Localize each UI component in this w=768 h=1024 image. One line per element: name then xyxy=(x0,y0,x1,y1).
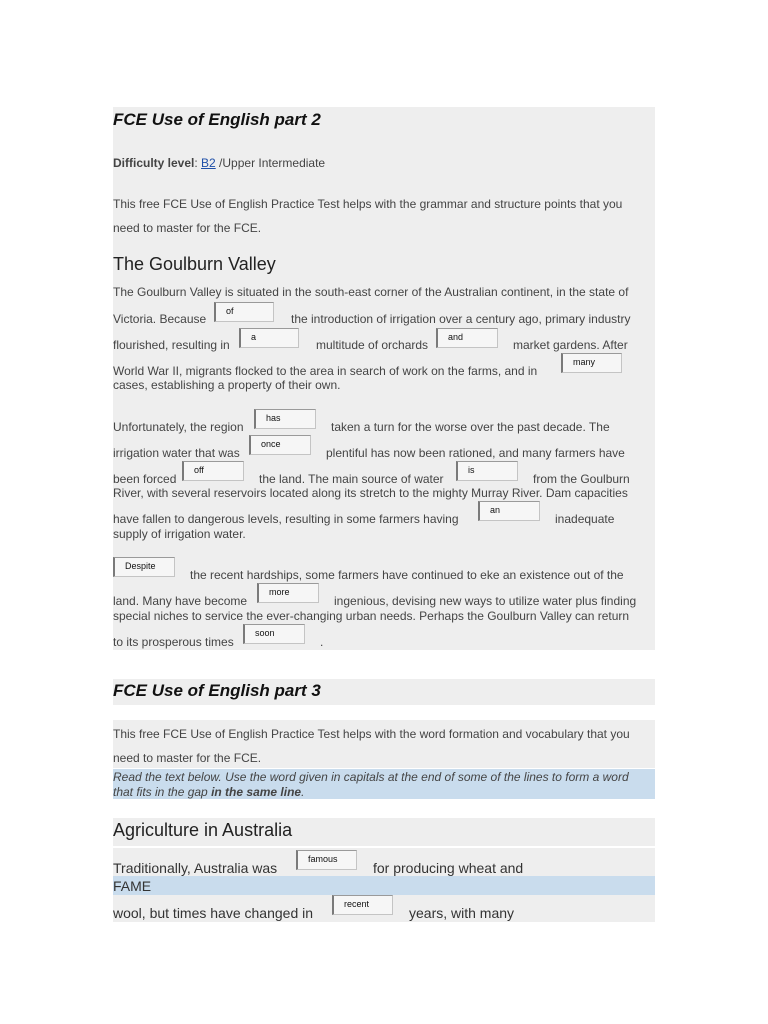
keyword-fame: FAME xyxy=(113,878,152,894)
answer-gap-9[interactable]: an xyxy=(478,501,540,521)
part2-intro-1: This free FCE Use of English Practice Test helps with the grammar and structure points that you xyxy=(113,197,623,211)
answer-gap-1[interactable]: of xyxy=(214,302,274,322)
text-line: been forced xyxy=(113,472,177,486)
text-line: have fallen to dangerous levels, resulting in some farmers having xyxy=(113,512,459,526)
keyword-row xyxy=(113,876,655,895)
difficulty-link[interactable]: B2 xyxy=(201,156,216,170)
instruction-end: . xyxy=(301,785,305,799)
answer-gap-10[interactable]: Despite xyxy=(113,557,175,577)
instruction-line-2 xyxy=(113,785,304,799)
text-line: plentiful has now been rationed, and many farmers have xyxy=(326,446,625,460)
text-line: Traditionally, Australia was xyxy=(113,860,278,876)
text-line: wool, but times have changed in xyxy=(113,905,314,921)
text-line: World War II, migrants flocked to the area in search of work on the farms, and in xyxy=(113,364,538,378)
text-line: Unfortunately, the region xyxy=(113,420,244,434)
text-line: special niches to service the ever-changing urban needs. Perhaps the Goulburn Valley can return xyxy=(113,609,630,623)
text-line: for producing wheat and xyxy=(373,860,524,876)
text-line: irrigation water that was xyxy=(113,446,240,460)
agriculture-line-1 xyxy=(113,848,655,876)
part3-intro-2: need to master for the FCE. xyxy=(113,751,262,765)
text-line: River, with several reservoirs located along its stretch to the mighty Murray River. Dam capacities xyxy=(113,486,628,500)
goulburn-title: The Goulburn Valley xyxy=(113,254,276,274)
text-line: . xyxy=(320,635,324,649)
answer-gap-3[interactable]: and xyxy=(436,328,498,348)
agriculture-title: Agriculture in Australia xyxy=(113,820,293,840)
instruction-block xyxy=(113,769,655,799)
difficulty-label: Difficulty level xyxy=(113,156,195,170)
answer-gap-recent[interactable]: recent xyxy=(332,895,393,915)
answer-gap-4[interactable]: many xyxy=(561,353,622,373)
text-line: multitude of orchards xyxy=(316,338,429,352)
instruction-line-1: Read the text below. Use the word given in capitals at the end of some of the lines to form a word xyxy=(113,770,629,784)
difficulty-rest: /Upper Intermediate xyxy=(215,156,326,170)
instruction-emphasis: in the same line xyxy=(211,785,302,799)
answer-gap-2[interactable]: a xyxy=(239,328,299,348)
text-line: the recent hardships, some farmers have continued to eke an existence out of the xyxy=(190,568,624,582)
answer-gap-7[interactable]: off xyxy=(182,461,244,481)
answer-gap-6[interactable]: once xyxy=(249,435,311,455)
difficulty-line: Difficulty level: B2 /Upper Intermediate xyxy=(113,156,326,170)
instruction-text: that fits in the gap xyxy=(113,785,212,799)
part3-title: FCE Use of English part 3 xyxy=(113,681,321,700)
answer-gap-famous[interactable]: famous xyxy=(296,850,357,870)
text-line: market gardens. After xyxy=(513,338,628,352)
text-line: supply of irrigation water. xyxy=(113,527,246,541)
text-line: cases, establishing a property of their own. xyxy=(113,378,341,392)
part3-title-block xyxy=(113,679,655,705)
part3-intro-1: This free FCE Use of English Practice Test helps with the word formation and vocabulary that you xyxy=(113,727,630,741)
part2-intro-2: need to master for the FCE. xyxy=(113,221,262,235)
text-line: to its prosperous times xyxy=(113,635,234,649)
text-line: inadequate xyxy=(555,512,615,526)
part2-section xyxy=(113,107,655,650)
text-line: Victoria. Because xyxy=(113,312,207,326)
answer-gap-5[interactable]: has xyxy=(254,409,316,429)
part2-title: FCE Use of English part 2 xyxy=(113,110,321,129)
text-line: taken a turn for the worse over the past decade. The xyxy=(331,420,610,434)
agriculture-line-2 xyxy=(113,895,655,922)
text-line: land. Many have become xyxy=(113,594,248,608)
text-line: years, with many xyxy=(409,905,515,921)
text-line: the introduction of irrigation over a century ago, primary industry xyxy=(291,312,631,326)
text-line: ingenious, devising new ways to utilize water plus finding xyxy=(334,594,637,608)
text-line: flourished, resulting in xyxy=(113,338,230,352)
agriculture-title-block xyxy=(113,818,655,846)
text-line: the land. The main source of water xyxy=(259,472,444,486)
answer-gap-12[interactable]: soon xyxy=(243,624,305,644)
answer-gap-8[interactable]: is xyxy=(456,461,518,481)
part3-intro-block xyxy=(113,720,655,768)
text-line: The Goulburn Valley is situated in the south-east corner of the Australian continent, in the state of xyxy=(113,285,629,299)
answer-gap-11[interactable]: more xyxy=(257,583,319,603)
text-line: from the Goulburn xyxy=(533,472,630,486)
